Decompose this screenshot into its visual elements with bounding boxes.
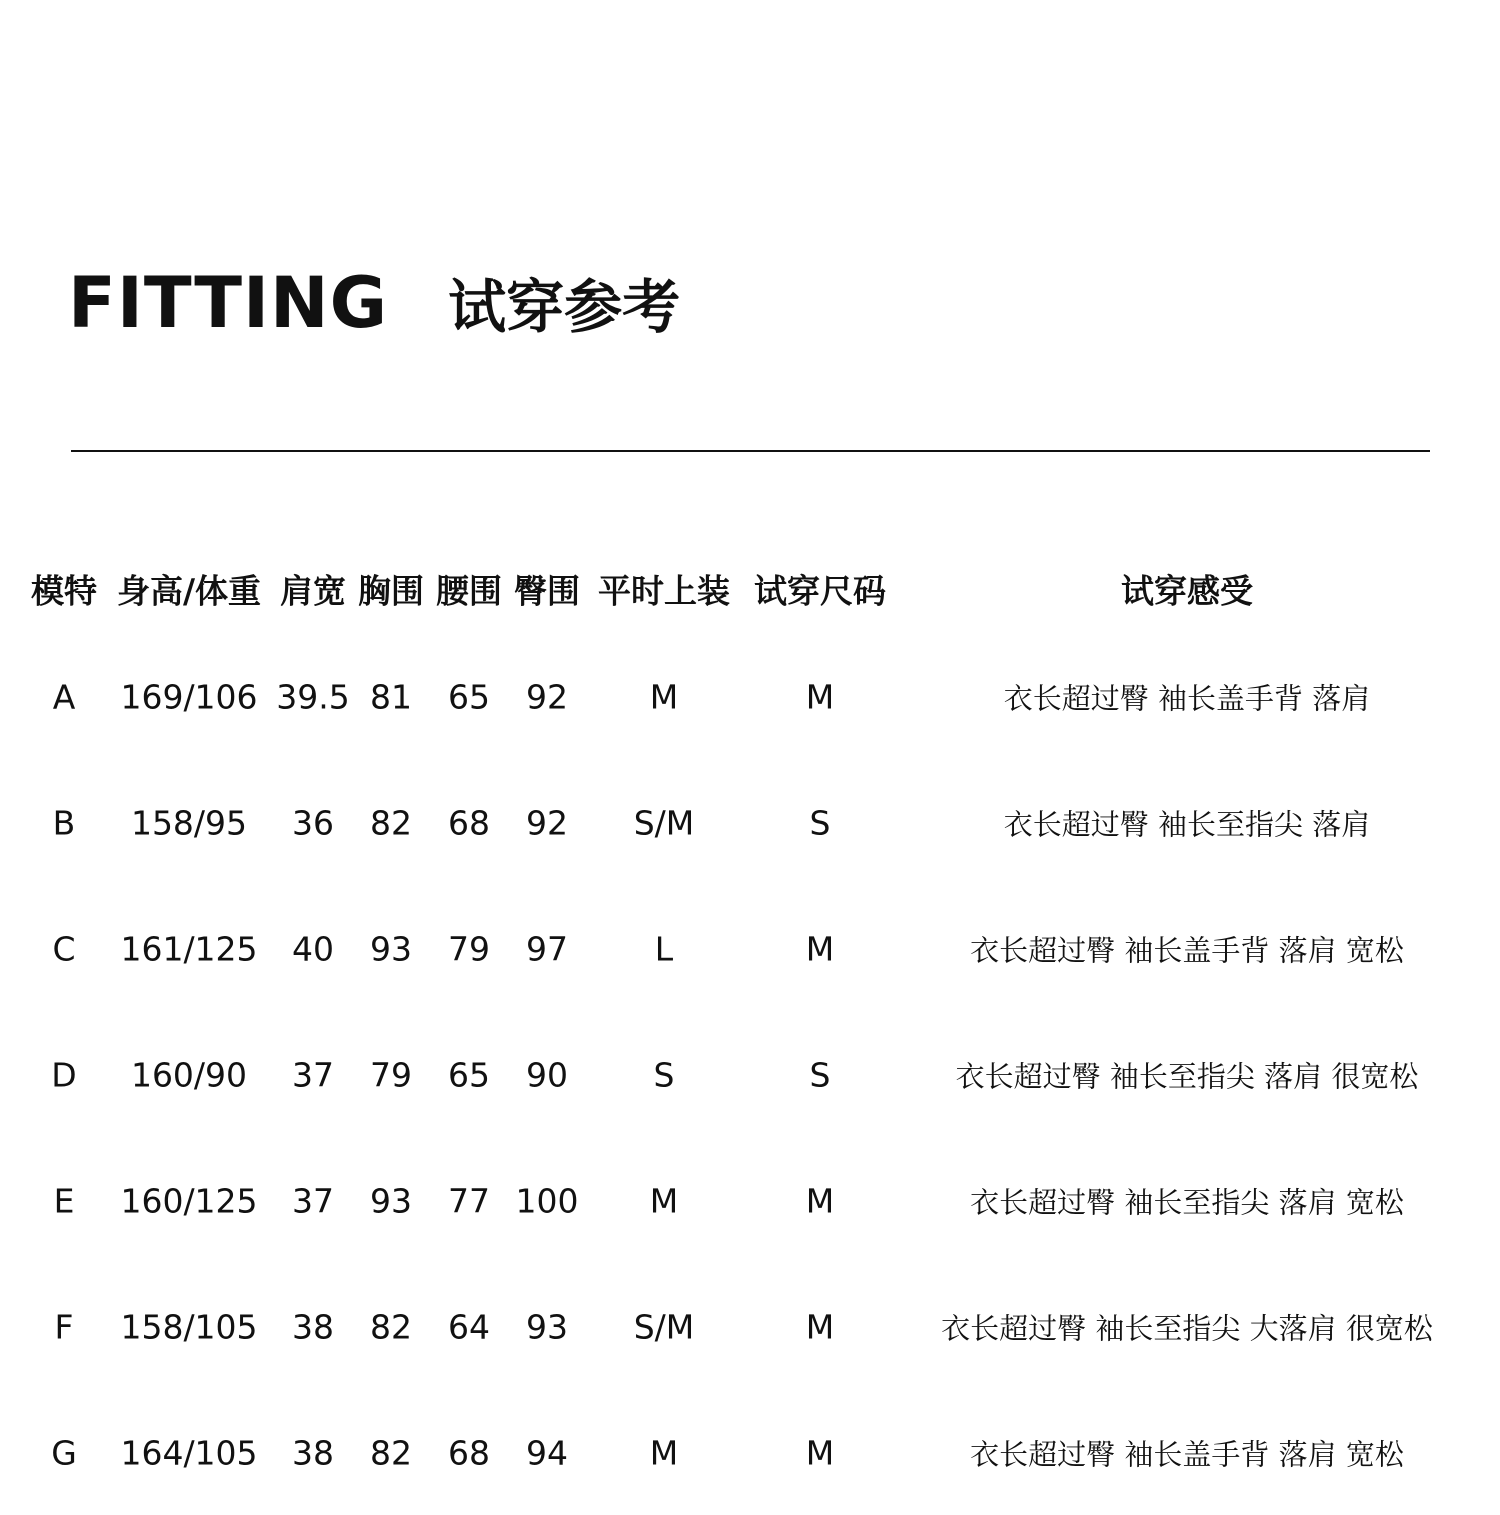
cell-usual-size: S: [653, 1055, 675, 1095]
cell-waist: 65: [448, 677, 490, 717]
cell-shoulder: 37: [292, 1181, 334, 1221]
header-waist: 腰围: [436, 571, 502, 611]
cell-usual-size: L: [654, 929, 674, 969]
page-title: [68, 262, 681, 344]
cell-height-weight: 169/106: [120, 677, 258, 717]
cell-model: E: [53, 1181, 75, 1221]
cell-usual-size: S/M: [633, 1307, 695, 1347]
cell-shoulder: 39.5: [276, 677, 350, 717]
cell-height-weight: 160/90: [130, 1055, 248, 1095]
cell-chest: 81: [370, 677, 412, 717]
cell-feedback: 衣长超过臀 袖长至指尖 落肩: [1003, 807, 1371, 842]
cell-waist: 68: [448, 803, 490, 843]
cell-shoulder: 37: [292, 1055, 334, 1095]
cell-chest: 79: [370, 1055, 412, 1095]
header-shoulder: 肩宽: [280, 571, 346, 611]
cell-fitting-size: M: [805, 1433, 835, 1473]
cell-fitting-size: M: [805, 1181, 835, 1221]
cell-waist: 79: [448, 929, 490, 969]
cell-chest: 93: [370, 1181, 412, 1221]
cell-shoulder: 38: [292, 1307, 334, 1347]
title-chinese: 试穿参考: [448, 273, 681, 341]
cell-shoulder: 36: [292, 803, 334, 843]
cell-shoulder: 38: [292, 1433, 334, 1473]
cell-usual-size: S/M: [633, 803, 695, 843]
cell-waist: 64: [448, 1307, 490, 1347]
header-height-weight: 身高/体重: [116, 571, 262, 611]
cell-model: G: [51, 1433, 77, 1473]
cell-shoulder: 40: [292, 929, 334, 969]
cell-hip: 97: [526, 929, 568, 969]
cell-chest: 82: [370, 1433, 412, 1473]
cell-fitting-size: M: [805, 677, 835, 717]
cell-usual-size: M: [649, 677, 679, 717]
header-feedback: 试穿感受: [1121, 571, 1253, 611]
cell-model: B: [52, 803, 76, 843]
cell-model: D: [51, 1055, 77, 1095]
header-hip: 臀围: [514, 571, 580, 611]
cell-hip: 90: [526, 1055, 568, 1095]
cell-usual-size: M: [649, 1181, 679, 1221]
cell-feedback: 衣长超过臀 袖长盖手背 落肩 宽松: [970, 933, 1404, 968]
cell-height-weight: 161/125: [120, 929, 258, 969]
title-english: FITTING: [68, 262, 389, 344]
title-divider: [71, 450, 1430, 452]
cell-fitting-size: S: [809, 803, 831, 843]
cell-usual-size: M: [649, 1433, 679, 1473]
cell-fitting-size: M: [805, 929, 835, 969]
cell-waist: 65: [448, 1055, 490, 1095]
cell-chest: 82: [370, 1307, 412, 1347]
cell-hip: 92: [526, 803, 568, 843]
header-chest: 胸围: [358, 571, 424, 611]
cell-feedback: 衣长超过臀 袖长盖手背 落肩 宽松: [970, 1437, 1404, 1472]
cell-waist: 77: [448, 1181, 490, 1221]
cell-height-weight: 160/125: [120, 1181, 258, 1221]
header-model: 模特: [31, 571, 97, 611]
cell-hip: 93: [526, 1307, 568, 1347]
header-usual-size: 平时上装: [598, 571, 730, 611]
cell-feedback: 衣长超过臀 袖长至指尖 落肩 很宽松: [955, 1059, 1419, 1094]
cell-waist: 68: [448, 1433, 490, 1473]
cell-hip: 94: [526, 1433, 568, 1473]
cell-feedback: 衣长超过臀 袖长至指尖 大落肩 很宽松: [941, 1311, 1433, 1346]
cell-fitting-size: S: [809, 1055, 831, 1095]
cell-hip: 92: [526, 677, 568, 717]
header-fitting-size: 试穿尺码: [754, 571, 886, 611]
cell-fitting-size: M: [805, 1307, 835, 1347]
cell-chest: 82: [370, 803, 412, 843]
cell-feedback: 衣长超过臀 袖长至指尖 落肩 宽松: [970, 1185, 1404, 1220]
cell-height-weight: 158/105: [120, 1307, 258, 1347]
cell-feedback: 衣长超过臀 袖长盖手背 落肩: [1003, 681, 1371, 716]
cell-height-weight: 164/105: [120, 1433, 258, 1473]
cell-chest: 93: [370, 929, 412, 969]
cell-model: A: [52, 677, 76, 717]
cell-model: F: [54, 1307, 74, 1347]
cell-hip: 100: [515, 1181, 579, 1221]
cell-model: C: [52, 929, 76, 969]
cell-height-weight: 158/95: [130, 803, 248, 843]
